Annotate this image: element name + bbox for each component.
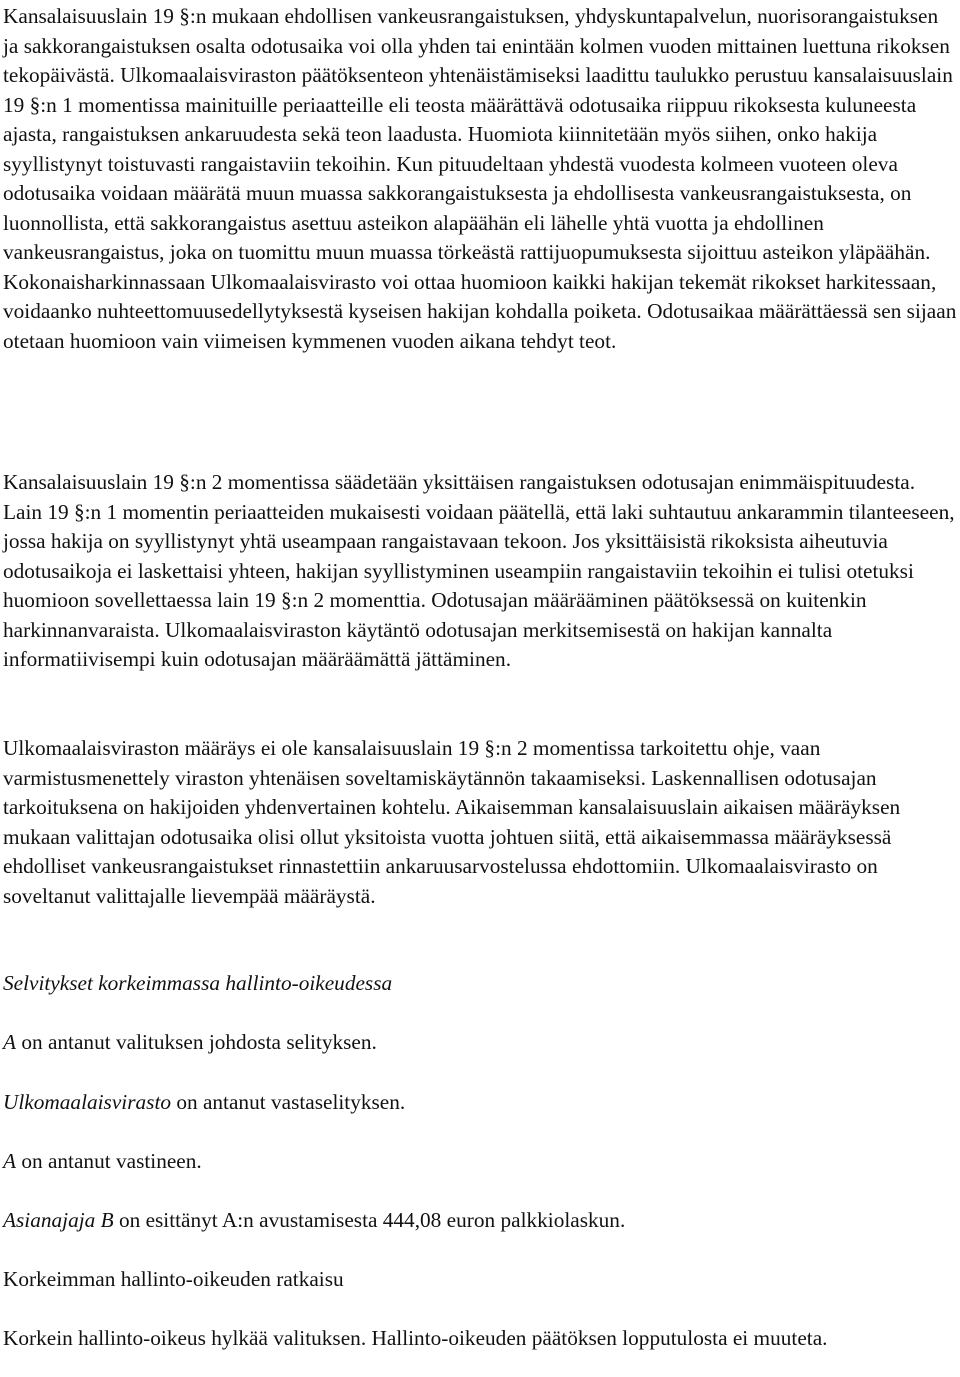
line-ulkomaalaisvirasto: [3, 1088, 957, 1118]
paragraph-waiting-period-rules: Kansalaisuuslain 19 §:n mukaan ehdollisen vankeusrangaistuksen, yhdyskuntapalvelun, nuorisorangaistuksen ja sakkorangaistuksen osalta odotusaika voi olla yhden tai enintään kolmen vuoden mittainen luettuna rikoksen tekopäivästä. Ulkomaalaisviraston päätöksenteon yhtenäistämiseksi laadittu taulukko perustuu kansalaisuuslain 19 §:n 1 momentissa mainituille periaatteille eli teosta määrättävä odotusaika riippuu rikoksesta kuluneesta ajasta, rangaistuksen ankaruudesta sekä teon laadusta. Huomiota kiinnitetään myös siihen, onko hakija syyllistynyt toistuvasti rangaistaviin tekoihin. Kun pituudeltaan yhdestä vuodesta kolmeen vuoteen oleva odotusaika voidaan määrätä muun muassa sakkorangaistuksesta ja ehdollisesta vankeusrangaistuksesta, on luonnollista, että sakkorangaistus asettuu asteikon alapäähän eli lähelle yhtä vuotta ja ehdollinen vankeusrangaistus, joka on tuomittu muun muassa törkeästä rattijuopumuksesta sijoittuu asteikon yläpäähän. Kokonaisharkinnassaan Ulkomaalaisvirasto voi ottaa huomioon kaikki hakijan tekemät rikokset harkitessaan, voidaanko nuhteettomuusedellytyksestä kyseisen hakijan kohdalla poiketa. Odotusaikaa määrättäessä sen sijaan otetaan huomioon vain viimeisen kymmenen vuoden aikana tehdyt teot.: [3, 4, 957, 353]
paragraph-agency-order: Ulkomaalaisviraston määräys ei ole kansalaisuuslain 19 §:n 2 momentissa tarkoitettu ohje, vaan varmistusmenettely viraston yhtenäisen soveltamiskäytännön takaamiseksi. Laskennallisen odotusajan tarkoituksena on hakijoiden yhdenvertainen kohtelu. Aikaisemman kansalaisuuslain aikaisen määräyksen mukaan valittajan odotusaika olisi ollut yksitoista vuotta johtuen siitä, että aikaisemmassa määräyksessä ehdolliset vankeusrangaistukset rinnastettiin ankaruusarvostelussa ehdottomiin. Ulkomaalaisvirasto on soveltanut valittajalle lievempää määräystä.: [3, 736, 901, 908]
line-a-vastine: [3, 1147, 957, 1177]
heading-selvitykset-text: Selvitykset korkeimmassa hallinto-oikeudessa: [3, 971, 393, 995]
paragraph-final-decision: Korkein hallinto-oikeus hylkää valituksen. Hallinto-oikeuden päätöksen lopputulosta ei muuteta.: [3, 1326, 828, 1350]
heading-ratkaisu: Korkeimman hallinto-oikeuden ratkaisu: [3, 1267, 344, 1291]
line-asianajaja: [3, 1206, 957, 1236]
line-a-selitys-text: on antanut valituksen johdosta selityksen.: [16, 1030, 377, 1054]
line-a-vastine-text: on antanut vastineen.: [16, 1149, 202, 1173]
line-a-selitys: [3, 1028, 957, 1058]
paragraph-maximum-length: Kansalaisuuslain 19 §:n 2 momentissa säädetään yksittäisen rangaistuksen odotusajan enimmäispituudesta. Lain 19 §:n 1 momentin periaatteiden mukaisesti voidaan päätellä, että laki suhtautuu ankarammin tilanteeseen, jossa hakija on syyllistynyt yhtä useampaan rangaistavaan tekoon. Jos yksittäisistä rikoksista aiheutuvia odotusaikoja ei laskettaisi yhteen, hakijan syyllistyminen useampiin rangaistaviin tekoihin ei tulisi otetuksi huomioon sovellettaessa lain 19 §:n 2 momenttia. Odotusajan määrääminen päätöksessä on kuitenkin harkinnanvaraista. Ulkomaalaisviraston käytäntö odotusajan merkitsemisestä on hakijan kannalta informatiivisempi kuin odotusajan määräämättä jättäminen.: [3, 470, 955, 671]
party-a-name: A: [3, 1030, 17, 1054]
party-asianajaja-name: Asianajaja B: [3, 1208, 114, 1232]
line-ulkomaalaisvirasto-text: on antanut vastaselityksen.: [171, 1090, 406, 1114]
heading-selvitykset: [3, 969, 957, 999]
party-a-name-2: A: [3, 1149, 17, 1173]
line-asianajaja-text: on esittänyt A:n avustamisesta 444,08 euron palkkiolaskun.: [113, 1208, 626, 1232]
party-ulkomaalaisvirasto-name: Ulkomaalaisvirasto: [3, 1090, 172, 1114]
